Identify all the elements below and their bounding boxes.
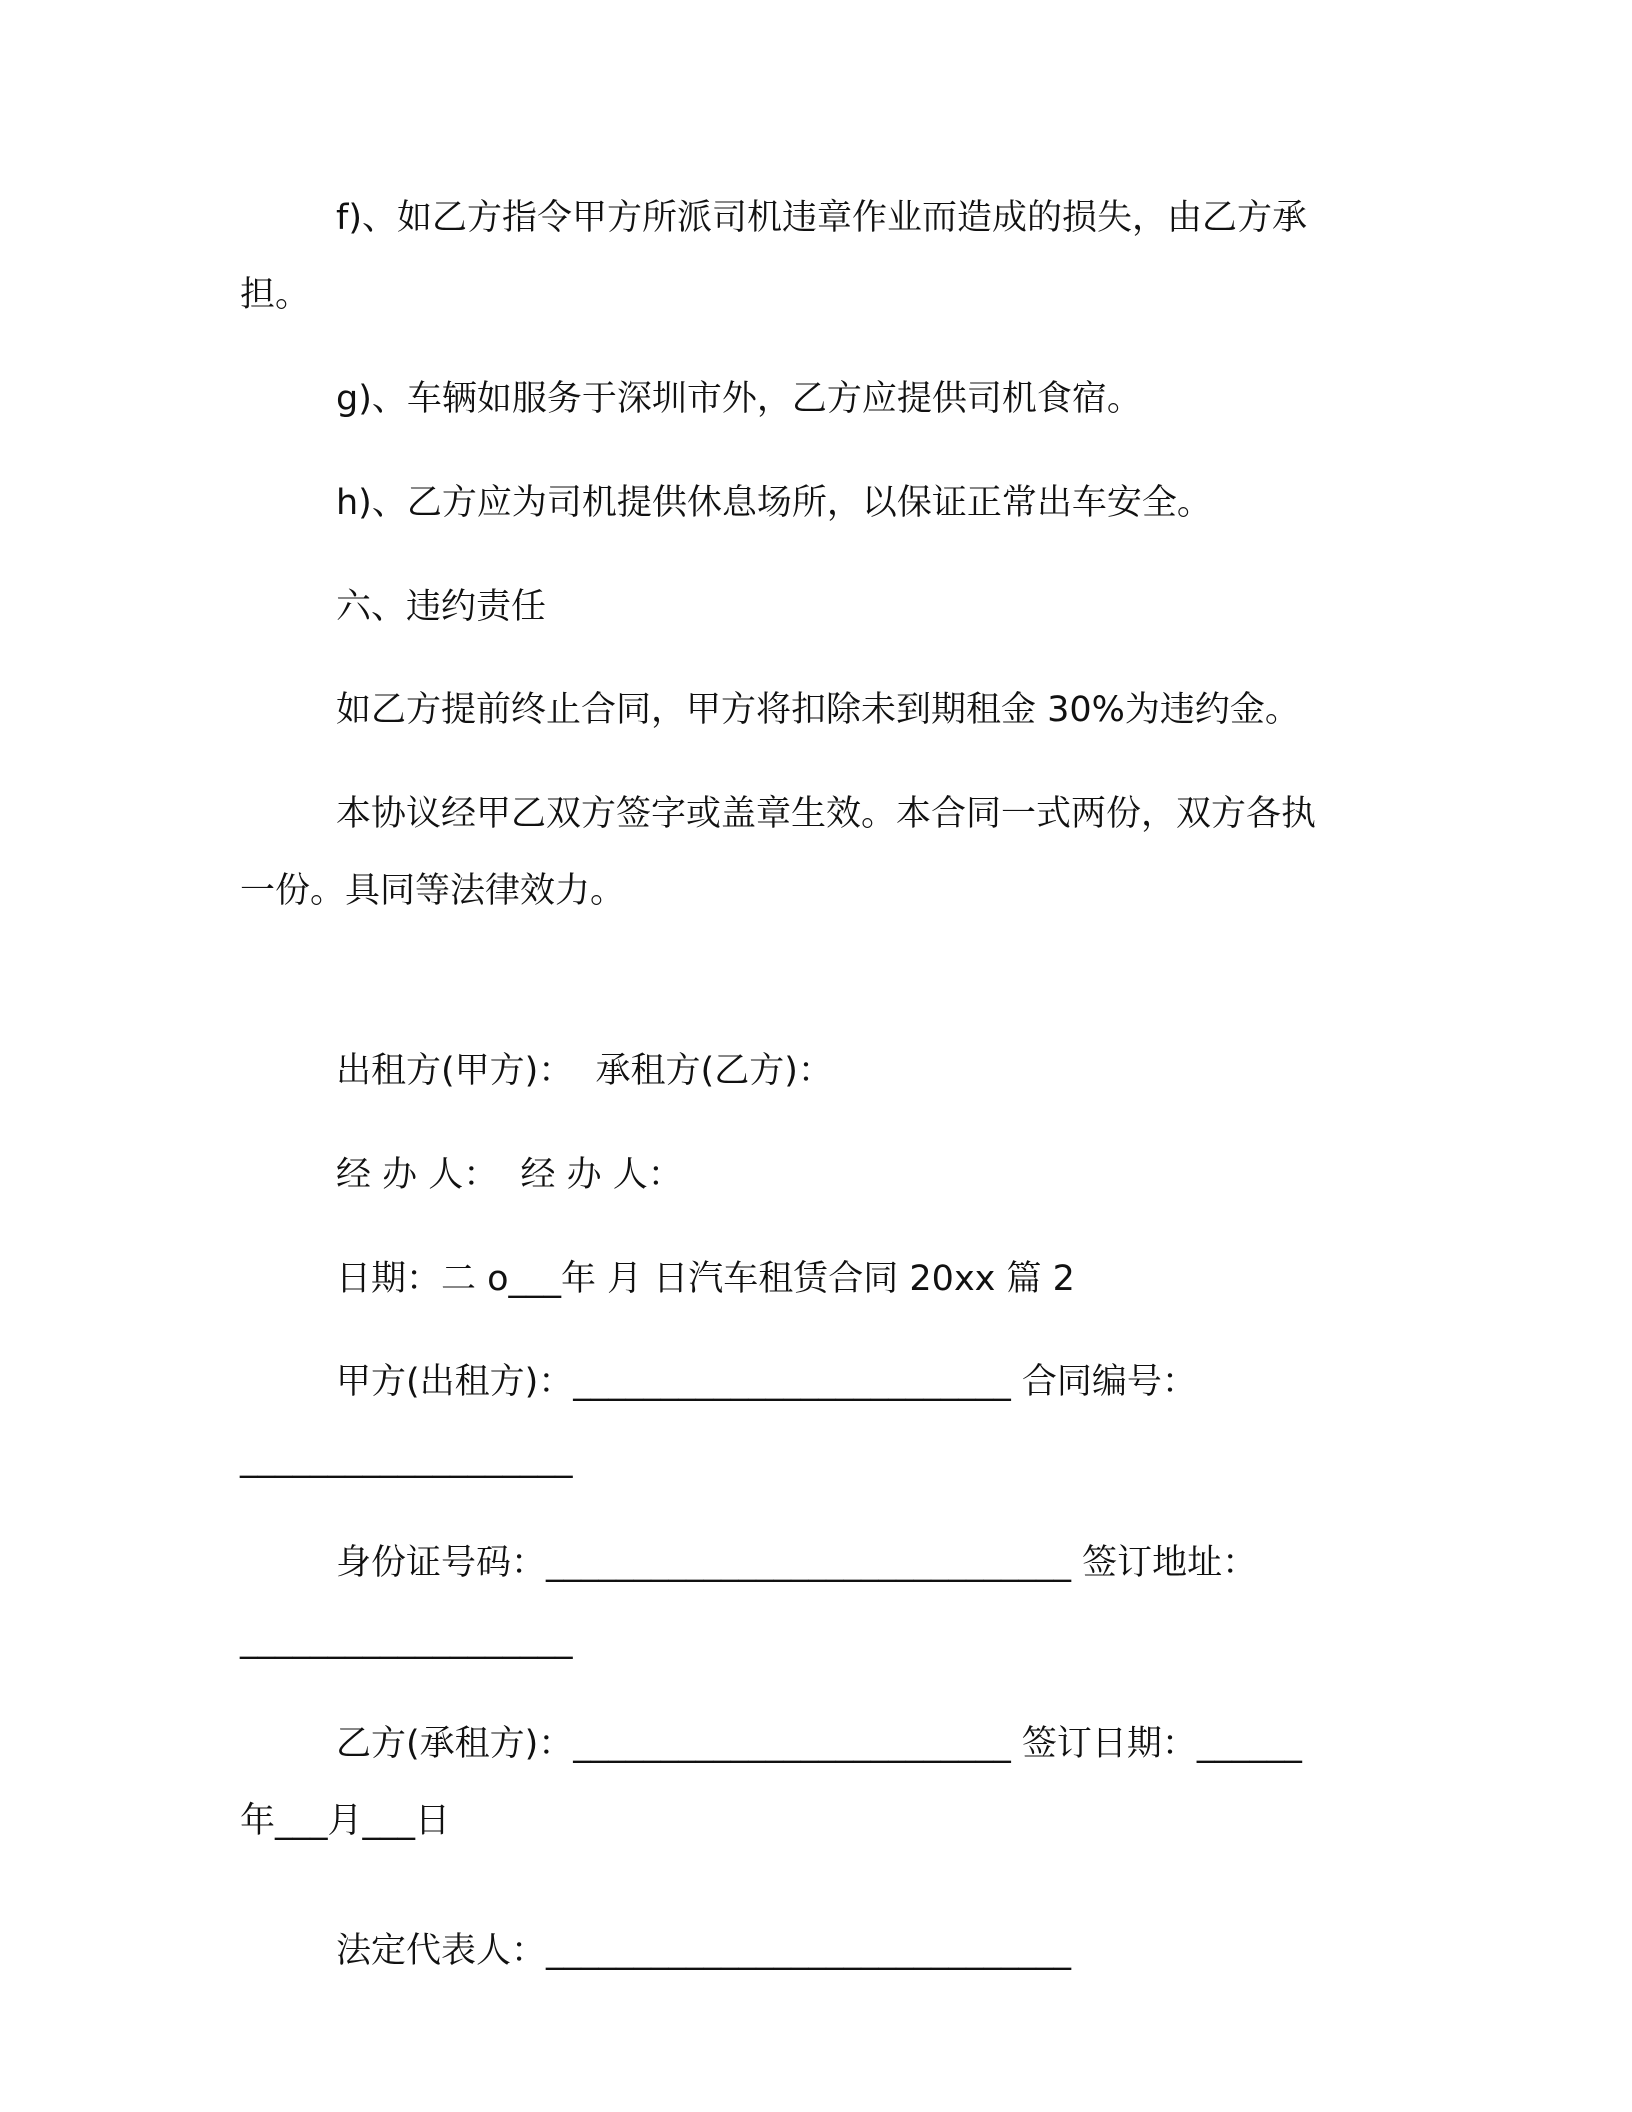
- clause-g: g)、车辆如服务于深圳市外，乙方应提供司机食宿。: [336, 379, 1142, 419]
- lessor-contract-no-field: 甲方(出租方)：_________________________ 合同编号： ___________________: [240, 1362, 1197, 1479]
- parties-line: 出租方(甲方)： 承租方(乙方)：: [336, 1051, 833, 1091]
- legal-representative-field: 法定代表人：______________________________: [336, 1931, 1072, 1971]
- effectiveness-paragraph: 本协议经甲乙双方签字或盖章生效。本合同一式两份，双方各执 一份。具同等法律效力。: [240, 794, 1317, 911]
- agents-line: 经 办 人： 经 办 人：: [336, 1155, 683, 1195]
- date-title-line: 日期：二 o___年 月 日汽车租赁合同 20xx 篇 2: [336, 1259, 1075, 1299]
- section-heading-breach: 六、违约责任: [336, 587, 547, 627]
- lessee-sign-date-field: 乙方(承租方)：_________________________ 签订日期：______ 年___月___日: [240, 1724, 1302, 1841]
- id-number-address-field: 身份证号码：______________________________ 签订地址： ___________________: [240, 1543, 1258, 1660]
- clause-h: h)、乙方应为司机提供休息场所，以保证正常出车安全。: [336, 483, 1212, 523]
- clause-f: f)、如乙方指令甲方所派司机违章作业而造成的损失，由乙方承 担。: [240, 198, 1307, 315]
- breach-penalty-paragraph: 如乙方提前终止合同，甲方将扣除未到期租金 30%为违约金。: [336, 690, 1300, 730]
